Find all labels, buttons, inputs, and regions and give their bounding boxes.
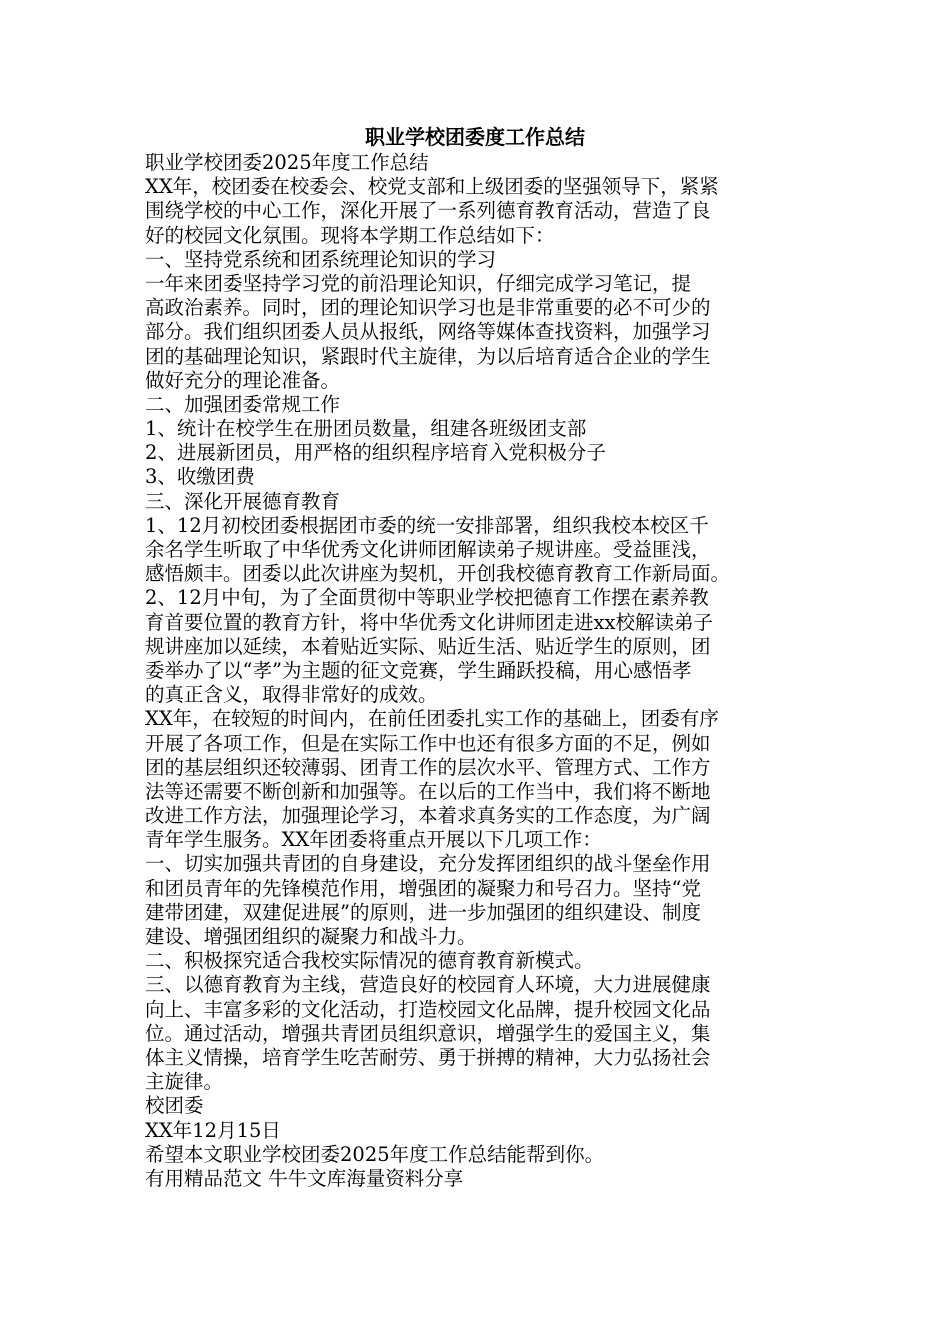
- body-line: 和团员青年的先锋模范作用，增强团的凝聚力和号召力。坚持“党: [145, 876, 701, 900]
- body-line: 建设、增强团组织的凝聚力和战斗力。: [145, 925, 477, 948]
- body-line: 高政治素养。同时，团的理论知识学习也是非常重要的必不可少的: [145, 296, 711, 320]
- body-line: XX年，在较短的时间内，在前任团委扎实工作的基础上，团委有序: [145, 707, 719, 731]
- body-line: 校团委: [145, 1094, 204, 1118]
- body-line: 规讲座加以延续，本着贴近实际、贴近生活、贴近学生的原则，团: [145, 634, 711, 658]
- body-line: 有用精品范文 牛牛文库海量资料分享: [145, 1166, 464, 1190]
- document-title: 职业学校团委度工作总结: [365, 125, 585, 149]
- body-line: 团的基层组织还较薄弱、团青工作的层次水平、管理方式、工作方: [145, 755, 711, 779]
- body-line: 2、12月中旬，为了全面贯彻中等职业学校把德育工作摆在素养教: [145, 586, 709, 610]
- body-line: 余名学生听取了中华优秀文化讲师团解读弟子规讲座。受益匪浅，: [145, 538, 711, 561]
- body-line: XX年，校团委在校委会、校党支部和上级团委的坚强领导下，紧紧: [145, 175, 719, 199]
- body-line: 二、积极探究适合我校实际情况的德育教育新模式。: [145, 949, 594, 973]
- body-line: 育首要位置的教育方针，将中华优秀文化讲师团走进xx校解读弟子: [145, 610, 713, 634]
- body-line: 部分。我们组织团委人员从报纸，网络等媒体查找资料，加强学习: [145, 320, 711, 344]
- body-line: 向上、丰富多彩的文化活动，打造校园文化品牌，提升校园文化品: [145, 997, 711, 1021]
- body-line: 改进工作方法，加强理论学习，本着求真务实的工作态度，为广阔: [145, 804, 711, 828]
- body-line: 团的基础理论知识，紧跟时代主旋律，为以后培育适合企业的学生: [145, 344, 711, 368]
- body-line: XX年12月15日: [145, 1118, 281, 1142]
- body-line: 位。通过活动，增强共青团员组织意识，增强学生的爱国主义，集: [145, 1021, 711, 1045]
- body-line: 一、坚持党系统和团系统理论知识的学习: [145, 247, 497, 271]
- body-line: 三、以德育教育为主线，营造良好的校园育人环境，大力进展健康: [145, 973, 711, 997]
- body-line: 三、深化开展德育教育: [145, 489, 341, 513]
- body-line: 职业学校团委2025年度工作总结: [145, 151, 429, 174]
- body-line: 做好充分的理论准备。: [145, 368, 341, 392]
- body-line: 主旋律。: [145, 1070, 224, 1094]
- body-line: 1、统计在校学生在册团员数量，组建各班级团支部: [145, 417, 587, 441]
- body-line: 一、切实加强共青团的自身建设，充分发挥团组织的战斗堡垒作用: [145, 852, 711, 876]
- body-line: 1、12月初校团委根据团市委的统一安排部署，组织我校本校区千: [145, 513, 709, 537]
- body-line: 好的校园文化氛围。现将本学期工作总结如下：: [145, 223, 555, 247]
- body-line: 感悟颇丰。团委以此次讲座为契机，开创我校德育教育工作新局面。: [145, 562, 731, 586]
- body-line: 建带团建，双建促进展”的原则，进一步加强团的组织建设、制度: [145, 900, 701, 924]
- body-line: 2、进展新团员，用严格的组织程序培育入党积极分子: [145, 441, 606, 465]
- body-line: 围绕学校的中心工作，深化开展了一系列德育教育活动，营造了良: [145, 199, 711, 223]
- body-line: 希望本文职业学校团委2025年度工作总结能帮到你。: [145, 1142, 605, 1166]
- body-line: 的真正含义，取得非常好的成效。: [145, 683, 438, 707]
- body-line: 一年来团委坚持学习党的前沿理论知识，仔细完成学习笔记，提: [145, 271, 692, 295]
- body-line: 二、加强团委常规工作: [145, 392, 341, 416]
- body-line: 青年学生服务。XX年团委将重点开展以下几项工作：: [145, 828, 602, 852]
- body-line: 法等还需要不断创新和加强等。在以后的工作当中，我们将不断地: [145, 779, 711, 803]
- body-line: 体主义情操，培育学生吃苦耐劳、勇于拼搏的精神，大力弘扬社会: [145, 1045, 711, 1069]
- body-line: 开展了各项工作，但是在实际工作中也还有很多方面的不足，例如: [145, 731, 711, 755]
- document-body: [145, 151, 810, 1191]
- body-line: 3、收缴团费: [145, 465, 255, 489]
- body-line: 委举办了以“孝”为主题的征文竞赛，学生踊跃投稿，用心感悟孝: [145, 658, 692, 682]
